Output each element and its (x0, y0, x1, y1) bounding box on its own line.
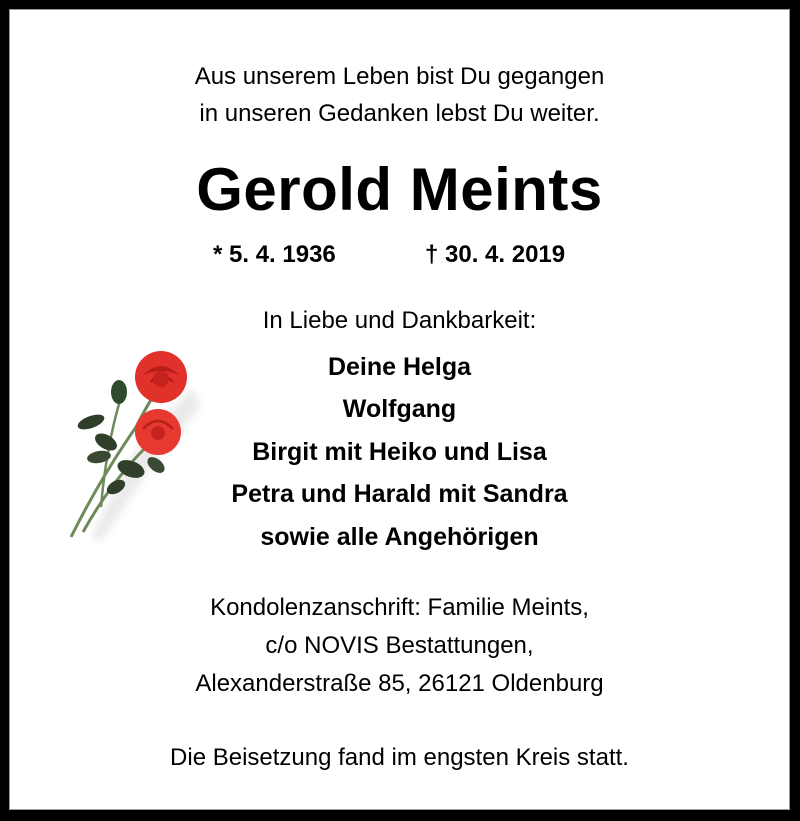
intro-text: In Liebe und Dankbarkeit: (262, 307, 537, 334)
mourner-3: Birgit mit Heiko und Lisa (252, 438, 547, 466)
verse-line-1: Aus unserem Leben bist Du gegangen (194, 63, 605, 90)
condolence-line-3: Alexanderstraße 85, 26121 Oldenburg (195, 670, 604, 697)
condolence-line-2: c/o NOVIS Bestattungen, (265, 632, 534, 659)
condolence-line-1: Kondolenzanschrift: Familie Meints, (210, 594, 589, 621)
death-date: † 30. 4. 2019 (425, 241, 566, 268)
mourner-2: Wolfgang (342, 395, 457, 423)
obituary-card (9, 9, 790, 810)
mourner-4: Petra und Harald mit Sandra (231, 480, 568, 508)
birth-date: * 5. 4. 1936 (213, 241, 336, 268)
deceased-name: Gerold Meints (196, 156, 603, 223)
mourner-1: Deine Helga (327, 353, 472, 381)
verse-line-2: in unseren Gedanken lebst Du weiter. (199, 100, 600, 127)
closing-text: Die Beisetzung fand im engsten Kreis statt. (170, 744, 629, 771)
mourner-5: sowie alle Angehörigen (260, 523, 539, 551)
